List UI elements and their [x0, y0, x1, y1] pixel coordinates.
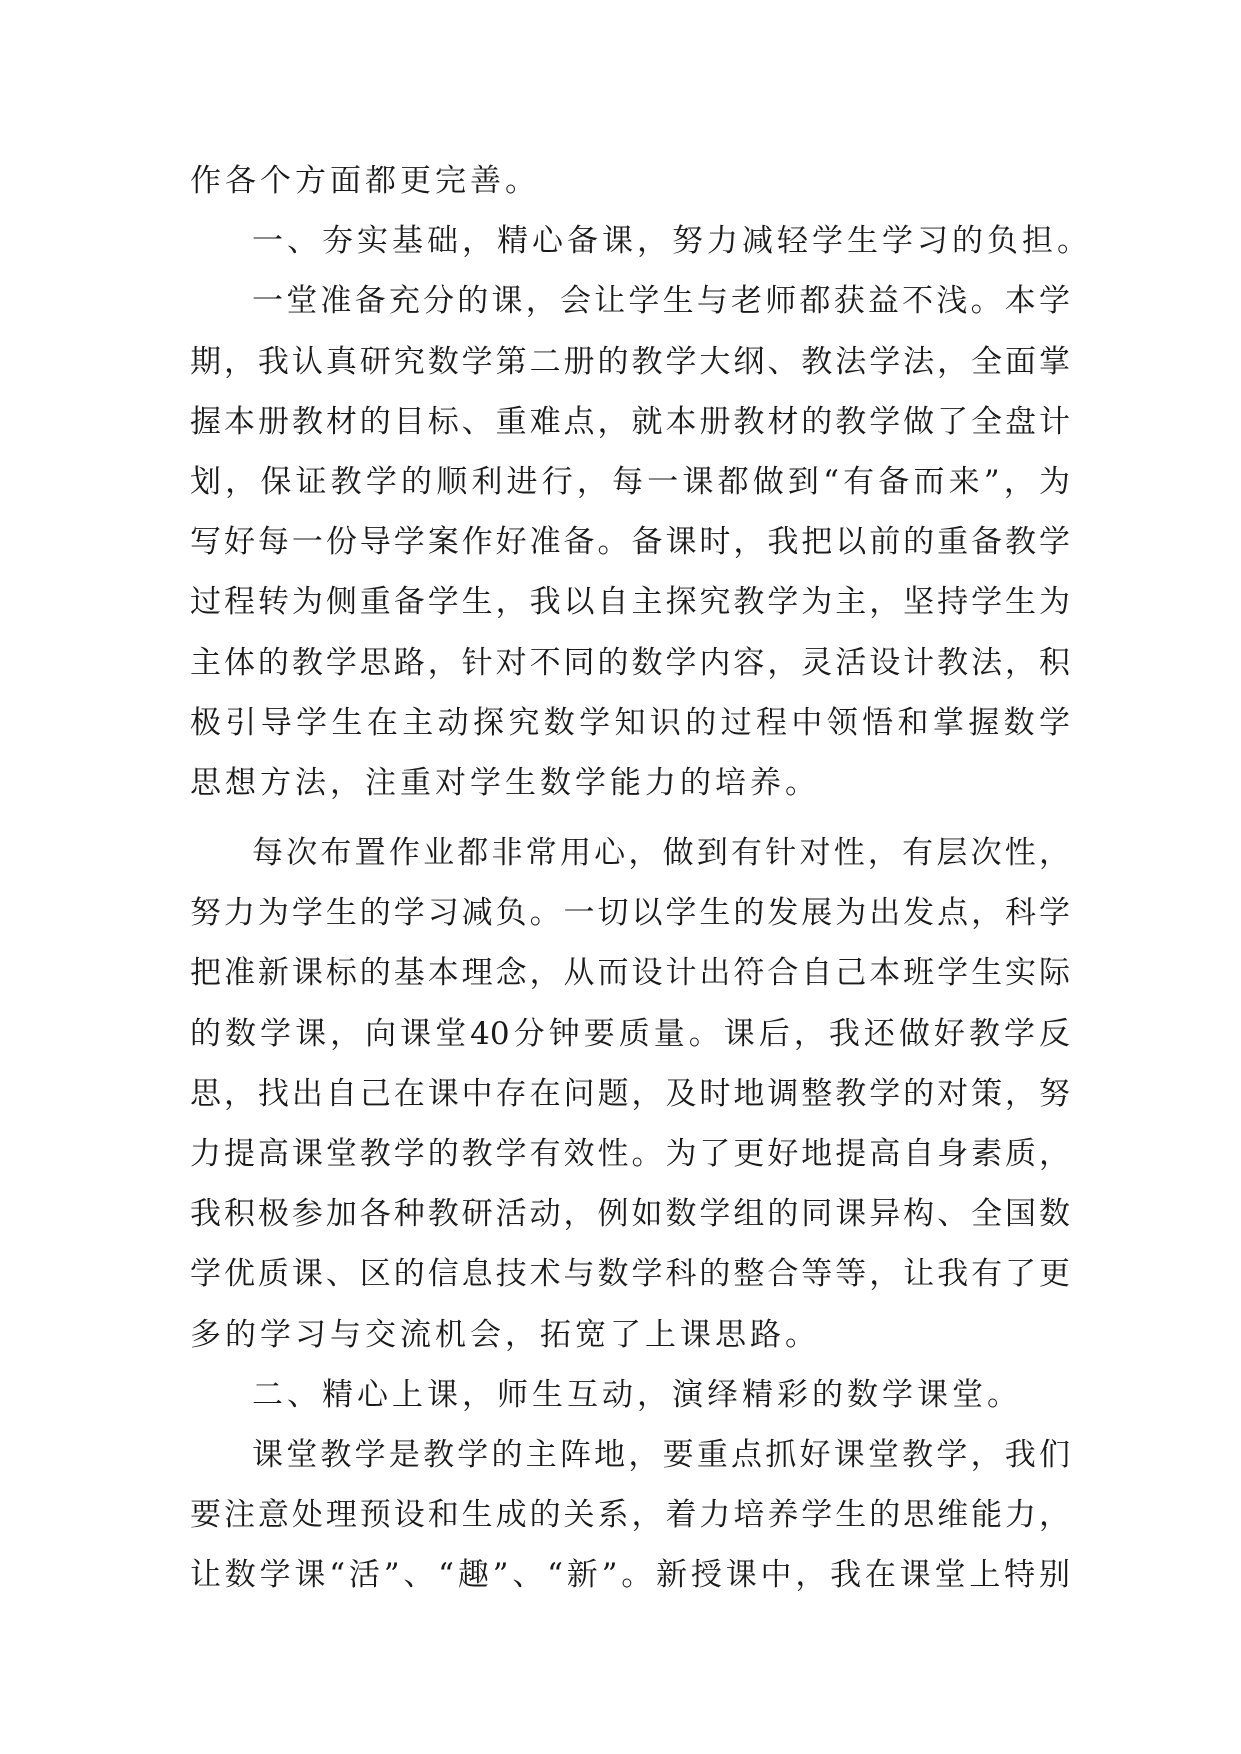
- paragraph-line: 的数学课，向课堂40分钟要质量。课后，我还做好教学反: [190, 1015, 1070, 1052]
- paragraph-line: 我积极参加各种教研活动，例如数学组的同课异构、全国数: [190, 1196, 1070, 1233]
- paragraph-line: 力提高课堂教学的教学有效性。为了更好地提高自身素质，: [190, 1136, 1070, 1172]
- paragraph-line: 一堂准备充分的课，会让学生与老师都获益不浅。本学: [252, 283, 1070, 320]
- text-line: 作各个方面都更完善。: [190, 163, 540, 199]
- paragraph-line: 每次布置作业都非常用心，做到有针对性，有层次性，: [252, 835, 1070, 872]
- paragraph-line: 划，保证教学的顺利进行，每一课都做到“有备而来”，为: [190, 463, 1070, 500]
- section-heading-2: 二、精心上课，师生互动，演绎精彩的数学课堂。: [252, 1376, 1022, 1413]
- paragraph-line: 学优质课、区的信息技术与数学科的整合等等，让我有了更: [190, 1256, 1070, 1293]
- paragraph-line: 努力为学生的学习减负。一切以学生的发展为出发点，科学: [190, 895, 1070, 932]
- paragraph-line: 把准新课标的基本理念，从而设计出符合自己本班学生实际: [190, 955, 1070, 992]
- paragraph-line: 极引导学生在主动探究数学知识的过程中领悟和掌握数学: [190, 704, 1070, 741]
- paragraph-line: 写好每一份导学案作好准备。备课时，我把以前的重备教学: [190, 524, 1070, 561]
- paragraph-line: 多的学习与交流机会，拓宽了上课思路。: [190, 1316, 820, 1353]
- paragraph-line: 握本册教材的目标、重难点，就本册教材的教学做了全盘计: [190, 403, 1070, 440]
- paragraph-line: 期，我认真研究数学第二册的教学大纲、教法学法，全面掌: [190, 343, 1070, 380]
- paragraph-line: 让数学课“活”、“趣”、“新”。新授课中，我在课堂上特别: [190, 1557, 1070, 1594]
- document-body: [190, 151, 1092, 1606]
- paragraph-line: 课堂教学是教学的主阵地，要重点抓好课堂教学，我们: [252, 1436, 1070, 1473]
- paragraph-line: 思想方法，注重对学生数学能力的培养。: [190, 764, 820, 801]
- section-heading-1: 一、夯实基础，精心备课，努力减轻学生学习的负担。: [252, 223, 1092, 260]
- paragraph-line: 主体的教学思路，针对不同的数学内容，灵活设计教法，积: [190, 644, 1070, 681]
- paragraph-gap: [190, 813, 1070, 823]
- paragraph-line: 思，找出自己在课中存在问题，及时地调整教学的对策，努: [190, 1075, 1070, 1112]
- paragraph-line: 过程转为侧重备学生，我以自主探究教学为主，坚持学生为: [190, 584, 1070, 621]
- paragraph-line: 要注意处理预设和生成的关系，着力培养学生的思维能力，: [190, 1497, 1070, 1534]
